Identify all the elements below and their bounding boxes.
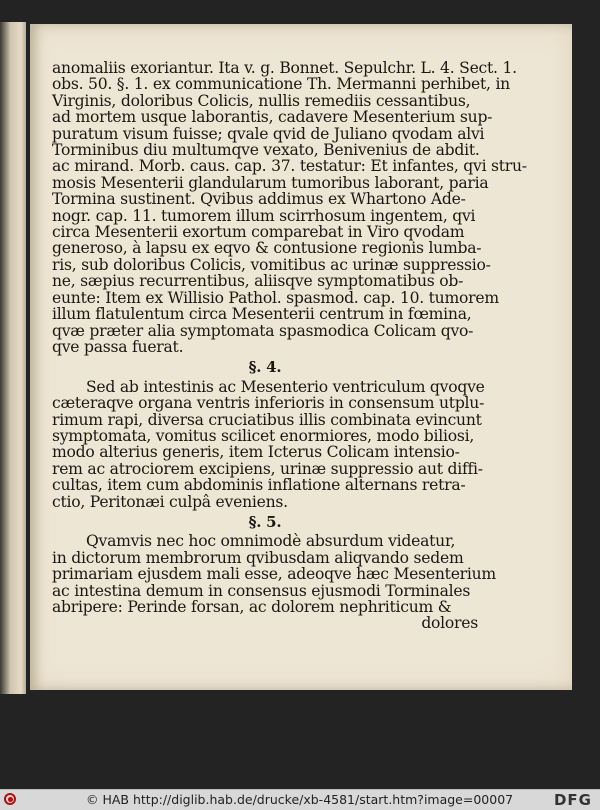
page-text (52, 59, 527, 633)
text-line: Tormina sustinent. Qvibus addimus ex Whartono Ade- (52, 190, 466, 209)
text-line: mosis Mesenterii glandularum tumoribus laborant, paria (52, 173, 489, 192)
text-line: obs. 50. §. 1. ex communicatione Th. Mermanni perhibet, in (52, 75, 510, 94)
text-line: Virginis, doloribus Colicis, nullis remediis cessantibus, (52, 91, 471, 110)
viewer-footer (0, 789, 600, 810)
copyright-icon (4, 793, 16, 805)
dfg-logo: DFG (553, 791, 592, 809)
text-line: qve passa fuerat. (52, 337, 184, 356)
text-line: generoso, à lapsu ex eqvo & contusione regionis lumba- (52, 239, 482, 258)
text-line: in dictorum membrorum qvibusdam aliqvando sedem (52, 548, 464, 567)
text-line: ris, sub doloribus Colicis, vomitibus ac urinæ suppressio- (52, 255, 491, 274)
catchword: dolores (421, 614, 478, 633)
text-line: Qvamvis nec hoc omnimodè absurdum videatur, (86, 532, 456, 551)
text-line: rem ac atrociorem excipiens, urinæ suppressio aut diffi- (52, 459, 483, 478)
text-line: puratum visum fuisse; qvale qvid de Juliano qvodam alvi (52, 124, 485, 143)
text-line: ctio, Peritonæi culpâ eveniens. (52, 492, 288, 511)
text-line: modo alterius generis, item Icterus Colicam intensio- (52, 443, 460, 462)
text-line: abripere: Perinde forsan, ac dolorem nephriticum & (52, 598, 452, 616)
paragraph-section-4 (52, 377, 485, 511)
section-heading-5: §. 5. (248, 512, 282, 531)
text-line: eunte: Item ex Willisio Pathol. spasmod. cap. 10. tumorem (52, 288, 499, 307)
text-line: illum flatulentum circa Mesenterii centrum in fœmina, (52, 305, 472, 324)
text-line: ac intestina demum in consensus ejusmodi Torminales (52, 581, 471, 600)
paragraph-section-5 (52, 532, 496, 616)
text-line: ne, sæpius recurrentibus, aliisqve symptomatibus ob- (52, 272, 464, 291)
text-line: rimum rapi, diversa cruciatibus illis combinata evincunt (52, 410, 482, 429)
text-line: symptomata, vomitus scilicet enormiores, modo biliosi, (52, 426, 475, 445)
text-line: cæteraqve organa ventris inferioris in consensum utplu- (52, 394, 485, 413)
text-line: qvæ præter alia symptomata spasmodica Colicam qvo- (52, 321, 474, 340)
section-heading-4: §. 4. (248, 358, 282, 377)
text-line: Torminibus diu multumqve vexato, Benivenius de abdit. (52, 141, 480, 160)
text-line: ad mortem usque laborantis, cadavere Mesenterium sup- (52, 108, 493, 127)
footer-source-link[interactable]: © HAB http://diglib.hab.de/drucke/xb-4581/start.htm?image=00007 (86, 792, 514, 807)
text-line: Sed ab intestinis ac Mesenterio ventriculum qvoqve (86, 377, 485, 396)
text-line: nogr. cap. 11. tumorem illum scirrhosum ingentem, qvi (52, 206, 476, 225)
text-line: cultas, item cum abdominis inflatione alternans retra- (52, 476, 466, 495)
previous-page-edge (0, 22, 26, 694)
text-line: ac mirand. Morb. caus. cap. 37. testatur: Et infantes, qvi stru- (52, 157, 527, 176)
text-line: primariam ejusdem mali esse, adeoqve hæc Mesenterium (52, 565, 496, 584)
text-line: anomaliis exoriantur. Ita v. g. Bonnet. Sepulchr. L. 4. Sect. 1. (52, 59, 517, 77)
paragraph-section-3-end (52, 59, 527, 356)
text-line: circa Mesenterii exortum comparebat in Viro qvodam (52, 223, 465, 242)
